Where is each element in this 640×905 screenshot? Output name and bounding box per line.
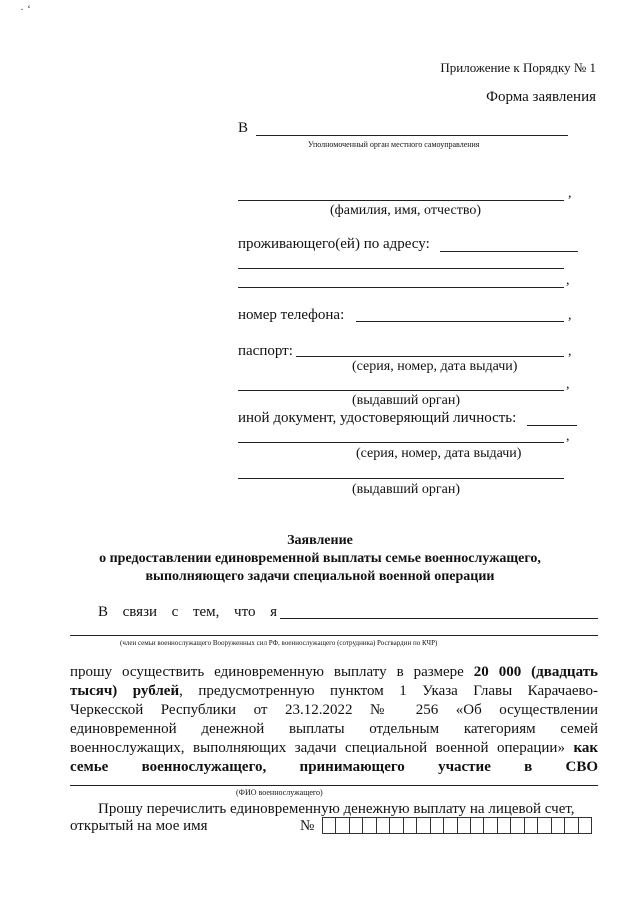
comma: , (566, 429, 570, 444)
comma: , (566, 273, 570, 288)
other-doc-caption: (серия, номер, дата выдачи) (356, 446, 522, 461)
other-issuer-caption: (выдавший орган) (352, 482, 461, 497)
other-issuer-line[interactable] (238, 478, 564, 479)
transfer-line-1: Прошу перечислить единовременную денежную выплату на лицевой счет, (98, 801, 575, 817)
other-doc-line[interactable] (527, 425, 577, 426)
account-digit-cell[interactable] (390, 818, 403, 833)
account-digit-cell[interactable] (350, 818, 363, 833)
account-digit-cell[interactable] (498, 818, 511, 833)
p5-normal: военнослужащих, выполняющих задачи специальной военной операции» (70, 740, 574, 756)
fio-caption: (ФИО военнослужащего) (236, 788, 323, 797)
name-line[interactable] (238, 200, 564, 201)
appendix-note: Приложение к Порядку № 1 (440, 60, 596, 75)
phone-line[interactable] (356, 321, 564, 322)
account-digit-cell[interactable] (417, 818, 430, 833)
account-digit-cell[interactable] (484, 818, 497, 833)
account-digit-cell[interactable] (579, 818, 591, 833)
account-digit-cell[interactable] (444, 818, 457, 833)
body-intro: В связи с тем, что я (98, 604, 277, 620)
account-number-grid[interactable] (322, 817, 592, 834)
passport-label: паспорт: (238, 343, 293, 359)
phone-label: номер телефона: (238, 307, 345, 323)
statement-subtitle-1: о предоставлении единовременной выплаты семье военнослужащего, (99, 551, 541, 566)
account-digit-cell[interactable] (458, 818, 471, 833)
paragraph-line-3: Черкесской Республики от 23.12.2022 № 256 «Об осуществлении (70, 702, 598, 718)
recipient-line[interactable] (256, 135, 568, 136)
address-line-3[interactable] (238, 287, 564, 288)
account-digit-cell[interactable] (552, 818, 565, 833)
paragraph-line-1 (70, 664, 598, 681)
name-caption: (фамилия, имя, отчество) (330, 203, 482, 218)
account-digit-cell[interactable] (404, 818, 417, 833)
account-digit-cell[interactable] (565, 818, 578, 833)
recipient-caption: Уполномоченный орган местного самоуправления (308, 140, 480, 149)
other-doc-label: иной документ, удостоверяющий личность: (238, 410, 517, 426)
scan-marks: · ʻ (20, 2, 31, 16)
address-label: проживающего(ей) по адресу: (238, 236, 430, 252)
address-line-1[interactable] (440, 251, 578, 252)
account-digit-cell[interactable] (377, 818, 390, 833)
account-digit-cell[interactable] (511, 818, 524, 833)
form-title: Форма заявления (486, 89, 596, 105)
account-digit-cell[interactable] (363, 818, 376, 833)
account-digit-cell[interactable] (538, 818, 551, 833)
paragraph-line-6: семье военнослужащего, принимающего участие в СВО (70, 759, 598, 775)
issuer-caption: (выдавший орган) (352, 393, 461, 408)
fio-line[interactable] (70, 785, 598, 786)
paragraph-line-5 (70, 740, 598, 757)
statement-subtitle-2: выполняющего задачи специальной военной операции (145, 569, 495, 584)
account-digit-cell[interactable] (431, 818, 444, 833)
comma: , (568, 308, 572, 323)
account-digit-cell[interactable] (323, 818, 336, 833)
member-line[interactable] (70, 635, 598, 636)
p2-bold: тысяч) рублей (70, 683, 180, 699)
passport-line[interactable] (296, 356, 564, 357)
issuer-line[interactable] (238, 390, 564, 391)
transfer-line-2: открытый на мое имя (70, 818, 208, 834)
recipient-prefix: В (238, 120, 249, 136)
account-digit-cell[interactable] (525, 818, 538, 833)
intro-line[interactable] (280, 618, 598, 619)
p5-bold: как (573, 740, 598, 756)
account-digit-cell[interactable] (336, 818, 349, 833)
comma: , (568, 186, 572, 201)
number-sign: № (300, 818, 315, 834)
account-digit-cell[interactable] (471, 818, 484, 833)
paragraph-line-4: единовременной денежной выплаты отдельным категориям семей (70, 721, 598, 737)
comma: , (568, 344, 572, 359)
p2-normal: , предусмотренную пунктом 1 Указа Главы Карачаево- (179, 683, 598, 699)
p1-normal: прошу осуществить единовременную выплату в размере (70, 664, 474, 680)
other-doc-line-2[interactable] (238, 442, 564, 443)
address-line-2[interactable] (238, 268, 564, 269)
p1-bold: 20 000 (двадцать (473, 664, 598, 680)
paragraph-line-2 (70, 683, 598, 700)
member-caption: (член семьи военнослужащего Вооруженных сил РФ, военнослужащего (сотрудника) Росгвардии по КЧР) (120, 639, 438, 647)
comma: , (566, 377, 570, 392)
statement-title: Заявление (287, 533, 353, 548)
passport-caption: (серия, номер, дата выдачи) (352, 359, 518, 374)
